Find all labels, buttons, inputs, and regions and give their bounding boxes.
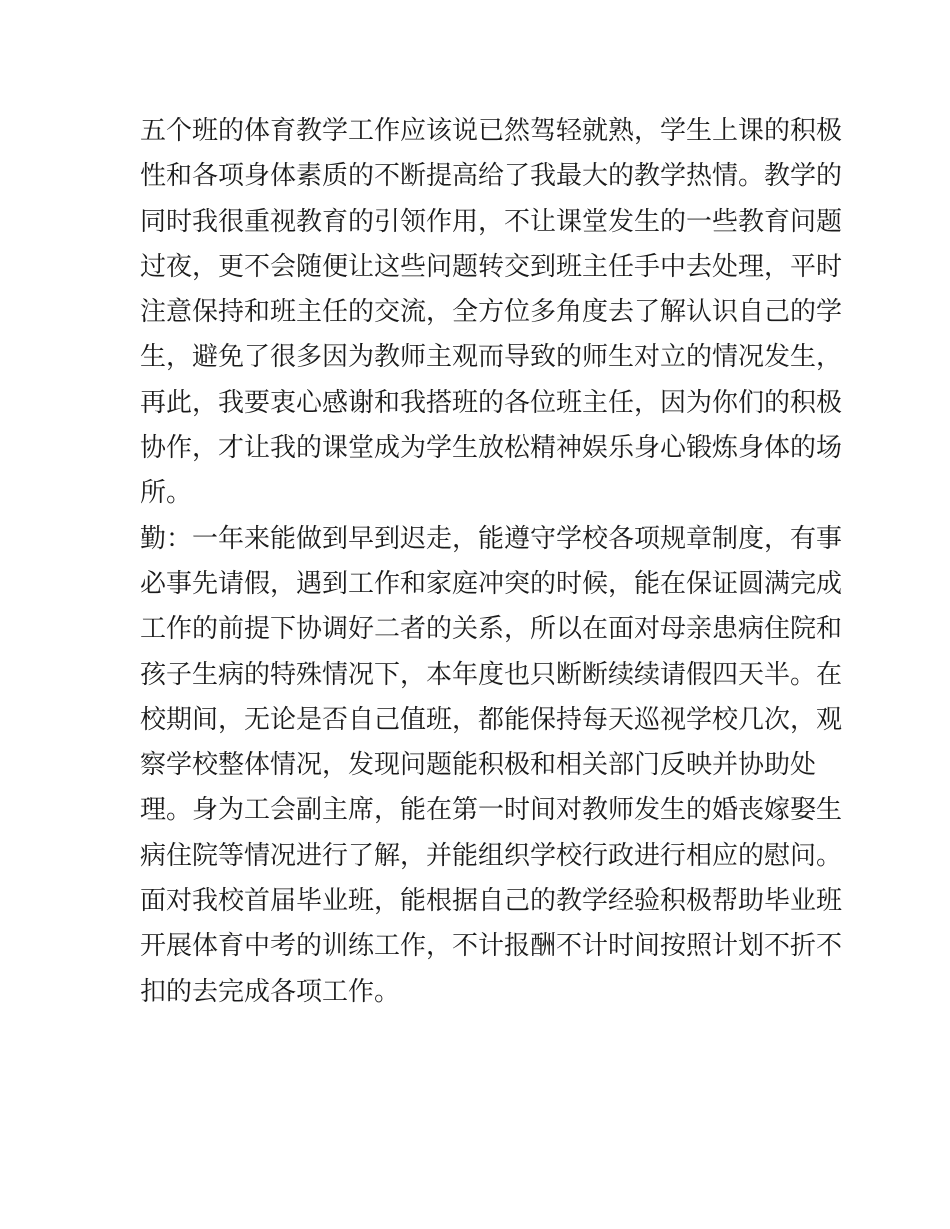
text-line: 勤：一年来能做到早到迟走，能遵守学校各项规章制度，有事	[140, 523, 843, 554]
text-line: 察学校整体情况，发现问题能积极和相关部门反映并协助处	[140, 750, 817, 781]
text-line: 注意保持和班主任的交流，全方位多角度去了解认识自己的学	[140, 297, 843, 328]
text-line: 过夜，更不会随便让这些问题转交到班主任手中去处理，平时	[140, 251, 843, 282]
text-line: 工作的前提下协调好二者的关系，所以在面对母亲患病住院和	[140, 614, 843, 645]
text-line: 所。	[140, 478, 193, 509]
text-line: 生，避免了很多因为教师主观而导致的师生对立的情况发生，	[140, 342, 843, 373]
text-line: 病住院等情况进行了解，并能组织学校行政进行相应的慰问。	[140, 840, 843, 871]
text-line: 理。身为工会副主席，能在第一时间对教师发生的婚丧嫁娶生	[140, 795, 843, 826]
body-text	[140, 109, 843, 1015]
text-line: 必事先请假，遇到工作和家庭冲突的时候，能在保证圆满完成	[140, 568, 843, 599]
text-line: 五个班的体育教学工作应该说已然驾轻就熟，学生上课的积极	[140, 116, 843, 146]
text-line: 孩子生病的特殊情况下，本年度也只断断续续请假四天半。在	[140, 659, 843, 690]
text-line: 同时我很重视教育的引领作用，不让课堂发生的一些教育问题	[140, 206, 843, 237]
text-line: 性和各项身体素质的不断提高给了我最大的教学热情。教学的	[140, 161, 843, 192]
text-line: 校期间，无论是否自己值班，都能保持每天巡视学校几次，观	[140, 704, 843, 735]
text-line: 面对我校首届毕业班，能根据自己的教学经验积极帮助毕业班	[140, 886, 843, 917]
text-line: 协作，才让我的课堂成为学生放松精神娱乐身心锻炼身体的场	[140, 433, 843, 464]
text-line: 开展体育中考的训练工作，不计报酬不计时间按照计划不折不	[140, 931, 843, 962]
text-line: 再此，我要衷心感谢和我搭班的各位班主任，因为你们的积极	[140, 387, 843, 418]
text-line: 扣的去完成各项工作。	[140, 976, 401, 1007]
